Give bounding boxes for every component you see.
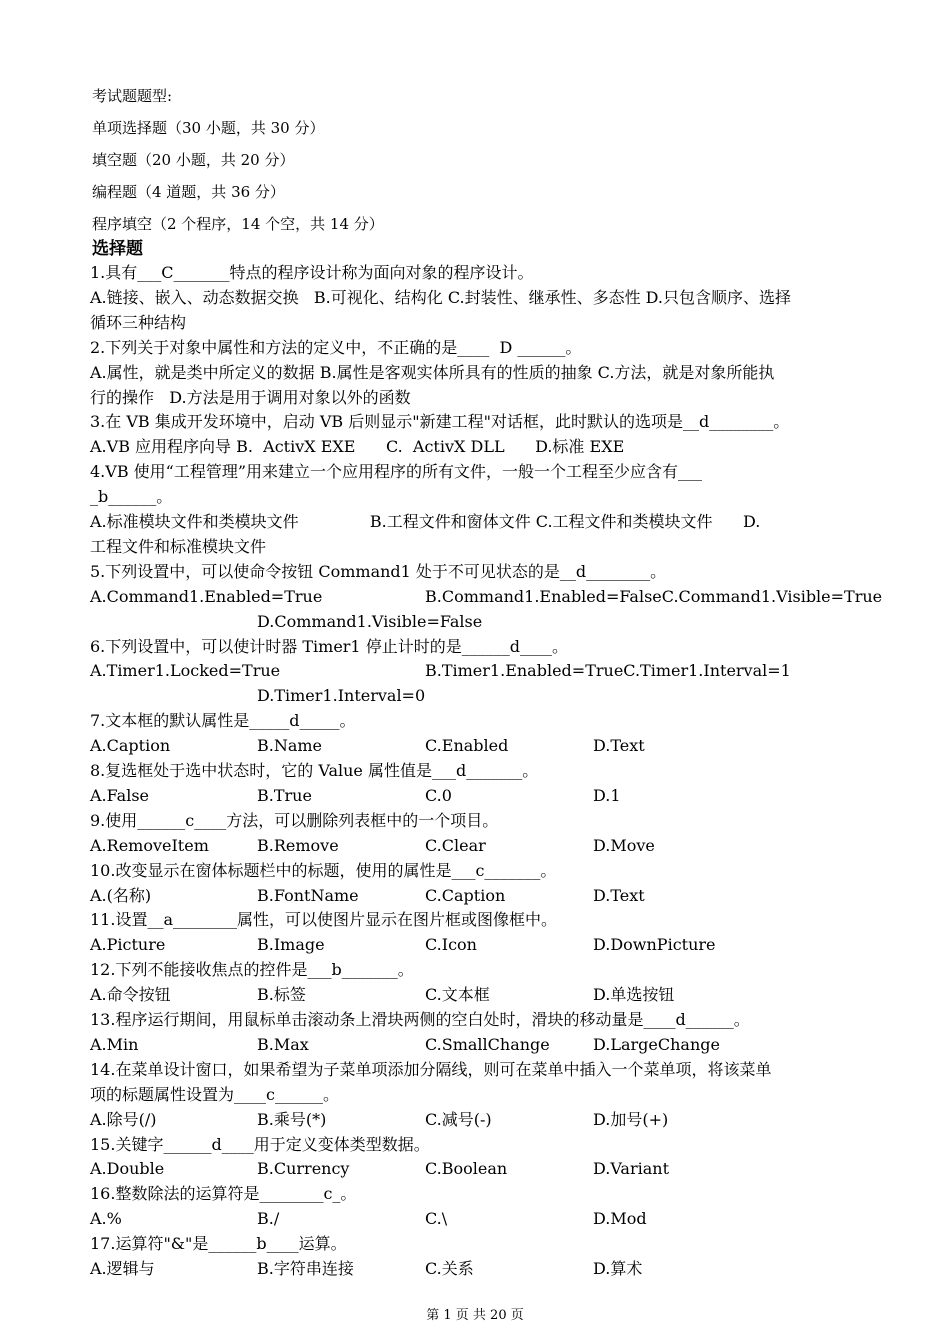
options-row xyxy=(90,684,898,709)
page-footer: 第 1 页 共 20 页 xyxy=(426,1308,524,1323)
option: C.关系 xyxy=(425,1259,474,1279)
question-text: 15.关键字______d____用于定义变体类型数据。 xyxy=(90,1134,430,1154)
exam-types-title: 考试题题型: xyxy=(92,87,173,105)
question-line: 项的标题属性设置为____c______。 xyxy=(90,1084,339,1104)
options-row xyxy=(90,1257,898,1282)
option: A.Picture xyxy=(90,935,166,955)
options-row xyxy=(90,933,898,958)
question-text: 4.VB 使用“工程管理”用来建立一个应用程序的所有文件，一般一个工程至少应含有___ xyxy=(90,462,703,482)
options-row xyxy=(90,884,898,909)
option: A.False xyxy=(90,785,149,805)
question-item xyxy=(90,410,898,460)
question-text: 9.使用______c____方法，可以删除列表框中的一个项目。 xyxy=(90,810,499,830)
question-item xyxy=(90,809,898,859)
question-text: 14.在菜单设计窗口，如果希望为子菜单项添加分隔线，则可在菜单中插入一个菜单项，将该菜单 xyxy=(90,1059,772,1079)
question-item xyxy=(90,336,898,411)
question-line: 循环三种结构 xyxy=(90,312,187,332)
option: B.Currency xyxy=(257,1159,350,1179)
option: C.SmallChange xyxy=(425,1034,550,1054)
option: A.Caption xyxy=(90,736,171,756)
option: D.DownPicture xyxy=(593,935,716,955)
options-row xyxy=(90,1033,898,1058)
question-line: 行的操作 D.方法是用于调用对象以外的函数 xyxy=(90,387,411,407)
option: B.True xyxy=(257,785,312,805)
option: C.0 xyxy=(425,785,452,805)
option: A.Min xyxy=(90,1034,139,1054)
exam-type: 编程题（4 道题，共 36 分） xyxy=(92,183,285,201)
option: A.逻辑与 xyxy=(90,1259,155,1279)
option: A.Command1.Enabled=True xyxy=(90,586,323,606)
question-item xyxy=(90,958,898,1008)
question-item xyxy=(90,859,898,909)
options-row xyxy=(90,585,898,610)
option: A.RemoveItem xyxy=(90,835,209,855)
option: B.Timer1.Enabled=TrueC.Timer1.Interval=1 xyxy=(425,661,791,681)
question-line: 工程文件和标准模块文件 xyxy=(90,536,267,556)
options-row xyxy=(90,983,898,1008)
options-row xyxy=(90,1108,898,1133)
options-row xyxy=(90,834,898,859)
question-line: A.标准模块文件和类模块文件 B.工程文件和窗体文件 C.工程文件和类模块文件 D. xyxy=(90,512,761,532)
option: D.Text xyxy=(593,736,645,756)
option: B./ xyxy=(257,1209,280,1229)
question-text: 8.复选框处于选中状态时，它的 Value 属性值是___d_______。 xyxy=(90,761,539,781)
exam-type: 程序填空（2 个程序，14 个空，共 14 分） xyxy=(92,215,384,233)
option: D.Command1.Visible=False xyxy=(257,611,483,631)
option: B.字符串连接 xyxy=(257,1259,354,1279)
exam-type: 单项选择题（30 小题，共 30 分） xyxy=(92,119,325,137)
option: D.单选按钮 xyxy=(593,985,675,1005)
section-title: 选择题 xyxy=(92,239,143,259)
option: C.Caption xyxy=(425,885,506,905)
exam-type: 填空题（20 小题，共 20 分） xyxy=(92,151,295,169)
question-text: 12.下列不能接收焦点的控件是___b_______。 xyxy=(90,960,414,980)
option: B.Image xyxy=(257,935,325,955)
question-text: 11.设置__a________属性，可以使图片显示在图片框或图像框中。 xyxy=(90,910,557,930)
question-text: 13.程序运行期间，用鼠标单击滚动条上滑块两侧的空白处时，滑块的移动量是____d______。 xyxy=(90,1010,750,1030)
question-item xyxy=(90,1232,898,1282)
question-item xyxy=(90,1058,898,1133)
option: D.算术 xyxy=(593,1259,643,1279)
option: A.(名称) xyxy=(90,885,152,905)
question-text: 7.文本框的默认属性是_____d_____。 xyxy=(90,711,356,731)
option: C.Clear xyxy=(425,835,486,855)
options-row xyxy=(90,1157,898,1182)
question-text: 5.下列设置中，可以使命令按钮 Command1 处于不可见状态的是__d________。 xyxy=(90,561,667,581)
options-row xyxy=(90,659,898,684)
option: C.减号(-) xyxy=(425,1109,492,1129)
option: D.Text xyxy=(593,885,645,905)
question-item xyxy=(90,908,898,958)
option: D.Move xyxy=(593,835,655,855)
option: A.命令按钮 xyxy=(90,985,171,1005)
question-item xyxy=(90,1008,898,1058)
question-item xyxy=(90,635,898,710)
option: A.% xyxy=(90,1209,122,1229)
question-list xyxy=(90,261,898,1282)
option: C.Icon xyxy=(425,935,477,955)
question-text: 1.具有___C_______特点的程序设计称为面向对象的程序设计。 xyxy=(90,263,534,282)
option: D.LargeChange xyxy=(593,1034,720,1054)
option: B.标签 xyxy=(257,985,306,1005)
question-line: A.VB 应用程序向导 B. ActivX EXE C. ActivX DLL D.标准 EXE xyxy=(90,437,625,457)
question-item xyxy=(90,1133,898,1183)
option: B.Name xyxy=(257,736,323,756)
exam-intro xyxy=(92,86,384,246)
option: B.Max xyxy=(257,1034,309,1054)
option: C.Boolean xyxy=(425,1159,508,1179)
options-row xyxy=(90,610,898,635)
question-item xyxy=(90,560,898,635)
question-item xyxy=(90,709,898,759)
question-item xyxy=(90,261,898,336)
option: A.除号(/) xyxy=(90,1109,157,1129)
question-text: 3.在 VB 集成开发环境中，启动 VB 后则显示"新建工程"对话框，此时默认的选项是__d________。 xyxy=(90,412,790,432)
options-row xyxy=(90,734,898,759)
option: D.加号(+) xyxy=(593,1109,669,1129)
question-text: 10.改变显示在窗体标题栏中的标题，使用的属性是___c_______。 xyxy=(90,860,557,880)
option: A.Double xyxy=(90,1159,165,1179)
option: A.Timer1.Locked=True xyxy=(90,661,281,681)
option: B.乘号(*) xyxy=(257,1109,327,1129)
question-line: A.属性，就是类中所定义的数据 B.属性是客观实体所具有的性质的抽象 C.方法，就是对象所能执 xyxy=(90,362,775,382)
options-row xyxy=(90,1207,898,1232)
question-text: 16.整数除法的运算符是________c_。 xyxy=(90,1184,357,1204)
question-line: _b______。 xyxy=(90,487,173,507)
option: B.FontName xyxy=(257,885,359,905)
option: C.Enabled xyxy=(425,736,509,756)
option: D.Variant xyxy=(593,1159,670,1179)
question-text: 6.下列设置中，可以使计时器 Timer1 停止计时的是______d____。 xyxy=(90,636,568,656)
question-text: 17.运算符"&"是______b____运算。 xyxy=(90,1234,347,1254)
question-line: A.链接、嵌入、动态数据交换 B.可视化、结构化 C.封装性、继承性、多态性 D.只包含顺序、选择 xyxy=(90,287,792,307)
option: D.Mod xyxy=(593,1209,647,1229)
option: B.Command1.Enabled=FalseC.Command1.Visible=True xyxy=(425,586,883,606)
question-item xyxy=(90,1182,898,1232)
question-text: 2.下列关于对象中属性和方法的定义中，不正确的是____ D ______。 xyxy=(90,337,582,357)
option: C.文本框 xyxy=(425,985,490,1005)
option: B.Remove xyxy=(257,835,339,855)
question-item xyxy=(90,759,898,809)
option: D.Timer1.Interval=0 xyxy=(257,686,426,706)
options-row xyxy=(90,784,898,809)
option: C.\ xyxy=(425,1209,448,1229)
option: D.1 xyxy=(593,785,621,805)
question-item xyxy=(90,460,898,560)
